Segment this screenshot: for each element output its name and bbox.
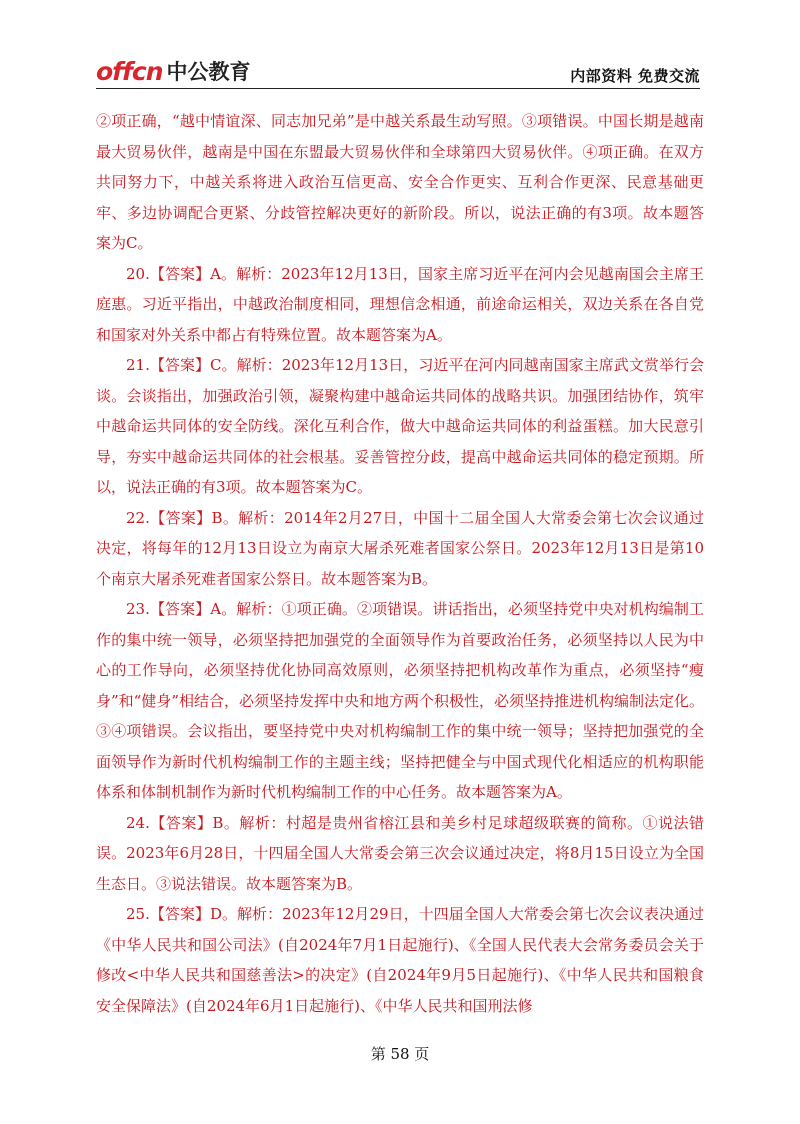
paragraph-continuation: ②项正确，“越中情谊深、同志加兄弟”是中越关系最生动写照。③项错误。中国长期是越南最大贸易伙伴，越南是中国在东盟最大贸易伙伴和全球第四大贸易伙伴。④项正确。在双方共同努力下，中越关系将进入政治互信更高、安全合作更实、互利合作更深、民意基础更牢、多边协调配合更紧、分歧管控解决更好的新阶段。所以，说法正确的有3项。故本题答案为C。 [96,112,704,252]
offcn-logo [96,56,251,86]
answer-24: 24.【答案】B。解析：村超是贵州省榕江县和美乡村足球超级联赛的简称。①说法错误。2023年6月28日，十四届全国人大常委会第三次会议通过决定，将8月15日设立为全国生态日。③说法错误。故本题答案为B。 [96,813,704,893]
answer-22: 22.【答案】B。解析：2014年2月27日，中国十二届全国人大常委会第七次会议通过决定，将每年的12月13日设立为南京大屠杀死难者国家公祭日。2023年12月13日是第10个南京大屠杀死难者国家公祭日。故本题答案为B。 [96,508,704,588]
page-number: 第 58 页 [370,1045,430,1063]
logo-english: offcn [96,57,163,86]
answer-content [96,106,704,1021]
answer-20: 20.【答案】A。解析：2023年12月13日，国家主席习近平在河内会见越南国会主席王庭惠。习近平指出，中越政治制度相同，理想信念相通，前途命运相关，双边关系在各自党和国家对外关系中都占有特殊位置。故本题答案为A。 [96,264,704,344]
header-tagline: 内部资料 免费交流 [570,67,700,85]
answer-23: 23.【答案】A。解析：①项正确。②项错误。讲话指出，必须坚持党中央对机构编制工作的集中统一领导，必须坚持把加强党的全面领导作为首要政治任务，必须坚持以人民为中心的工作导向，必须坚持优化协同高效原则，必须坚持把机构改革作为重点，必须坚持“瘦身”和“健身”相结合，必须坚持发挥中央和地方两个积极性，必须坚持推进机构编制法定化。③④项错误。会议指出，要坚持党中央对机构编制工作的集中统一领导；坚持把加强党的全面领导作为新时代机构编制工作的主题主线；坚持把健全与中国式现代化相适应的机构职能体系和体制机制作为新时代机构编制工作的中心任务。故本题答案为A。 [96,600,705,801]
logo-chinese: 中公教育 [166,60,251,84]
answer-21: 21.【答案】C。解析：2023年12月13日，习近平在河内同越南国家主席武文赏举行会谈。会谈指出，加强政治引领，凝聚构建中越命运共同体的战略共识。加强团结协作，筑牢中越命运共同体的安全防线。深化互利合作，做大中越命运共同体的利益蛋糕。加大民意引导，夯实中越命运共同体的社会根基。妥善管控分歧，提高中越命运共同体的稳定预期。所以，说法正确的有3项。故本题答案为C。 [96,356,704,496]
page-header [96,56,700,89]
answer-25: 25.【答案】D。解析：2023年12月29日，十四届全国人大常委会第七次会议表决通过《中华人民共和国公司法》(自2024年7月1日起施行)、《全国人民代表大会常务委员会关于修改<中华人民共和国慈善法>的决定》(自2024年9月5日起施行)、《中华人民共和国粮食安全保障法》(自2024年6月1日起施行)、《中华人民共和国刑法修 [96,905,704,1015]
